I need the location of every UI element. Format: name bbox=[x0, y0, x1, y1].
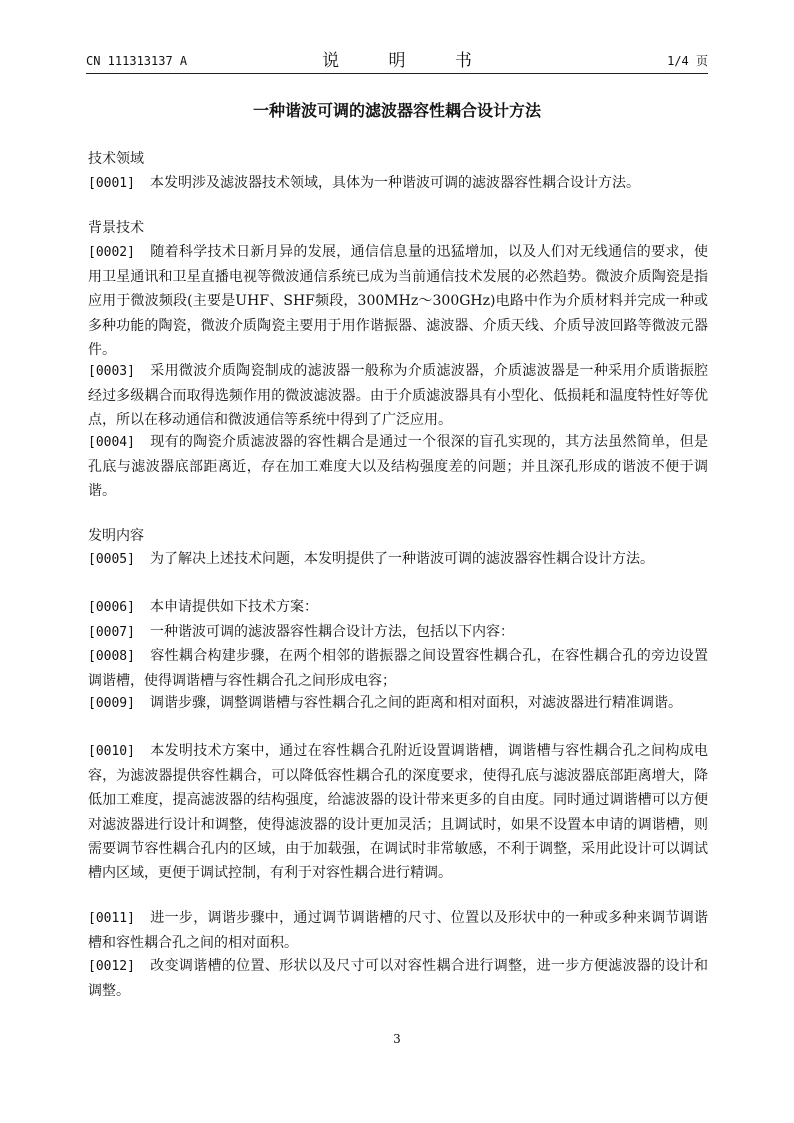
document-type-label: 说 明 书 bbox=[322, 51, 494, 71]
paragraph-number: [0001] bbox=[88, 176, 135, 191]
paragraph-number: [0010] bbox=[88, 744, 135, 759]
paragraph-number: [0006] bbox=[88, 600, 135, 615]
page-number: 3 bbox=[393, 1032, 401, 1046]
paragraph-text: 为了解决上述技术问题，本发明提供了一种谐波可调的滤波器容性耦合设计方法。 bbox=[150, 551, 654, 567]
paragraph-number: [0005] bbox=[88, 552, 135, 567]
header-divider bbox=[86, 73, 708, 74]
paragraph-text: 容性耦合构建步骤，在两个相邻的谐振器之间设置容性耦合孔，在容性耦合孔的旁边设置调谐槽，使得调谐槽与容性耦合孔之间形成电容； bbox=[88, 648, 708, 690]
paragraph-text: 采用微波介质陶瓷制成的滤波器一般称为介质滤波器，介质滤波器是一种采用介质谐振腔经过多级耦合而取得选频作用的微波滤波器。由于介质滤波器具有小型化、低损耗和温度特性好等优点，所以在移动通信和微波通信等系统中得到了广泛应用。 bbox=[88, 363, 708, 429]
paragraph-0002 bbox=[88, 240, 708, 362]
document-title: 一种谐波可调的滤波器容性耦合设计方法 bbox=[252, 101, 541, 120]
paragraph-0011 bbox=[88, 906, 708, 955]
patent-number: CN 111313137 A bbox=[86, 54, 188, 68]
paragraph-0009 bbox=[88, 691, 708, 716]
paragraph-text: 一种谐波可调的滤波器容性耦合设计方法，包括以下内容： bbox=[150, 624, 514, 640]
paragraph-0005 bbox=[88, 547, 708, 572]
paragraph-0006 bbox=[88, 595, 708, 620]
paragraph-number: [0004] bbox=[88, 435, 135, 450]
paragraph-text: 现有的陶瓷介质滤波器的容性耦合是通过一个很深的盲孔实现的，其方法虽然简单，但是孔底与滤波器底部距离近，存在加工难度大以及结构强度差的问题；并且深孔形成的谐波不便于调谐。 bbox=[88, 434, 708, 500]
paragraph-text: 本发明涉及滤波器技术领域，具体为一种谐波可调的滤波器容性耦合设计方法。 bbox=[150, 175, 640, 191]
paragraph-0010 bbox=[88, 739, 708, 885]
paragraph-0007 bbox=[88, 620, 708, 645]
section-heading-background: 背景技术 bbox=[88, 220, 144, 236]
paragraph-text: 本申请提供如下技术方案： bbox=[150, 599, 318, 615]
paragraph-number: [0012] bbox=[88, 959, 135, 974]
paragraph-number: [0009] bbox=[88, 696, 135, 711]
paragraph-text: 本发明技术方案中，通过在容性耦合孔附近设置调谐槽，调谐槽与容性耦合孔之间构成电容，为滤波器提供容性耦合，可以降低容性耦合孔的深度要求，使得孔底与滤波器底部距离增大，降低加工难度，提高滤波器的结构强度，给滤波器的设计带来更多的自由度。同时通过调谐槽可以方便对滤波器进行设计和调整，使得滤波器的设计更加灵活；且调试时，如果不设置本申请的调谐槽，则需要调节容性耦合孔内的区域，由于加载强，在调试时非常敏感，不利于调整，采用此设计可以调试槽内区域，更便于调试控制，有利于对容性耦合进行精调。 bbox=[88, 743, 708, 882]
paragraph-0012 bbox=[88, 954, 708, 1003]
paragraph-number: [0003] bbox=[88, 364, 135, 379]
paragraph-0003 bbox=[88, 359, 708, 433]
paragraph-text: 调谐步骤，调整调谐槽与容性耦合孔之间的距离和相对面积，对滤波器进行精准调谐。 bbox=[150, 695, 682, 711]
paragraph-number: [0008] bbox=[88, 649, 135, 664]
paragraph-number: [0002] bbox=[88, 245, 135, 260]
paragraph-number: [0007] bbox=[88, 625, 135, 640]
page-info: 1/4 页 bbox=[667, 54, 708, 68]
paragraph-text: 改变调谐槽的位置、形状以及尺寸可以对容性耦合进行调整，进一步方便滤波器的设计和调整。 bbox=[88, 958, 708, 1000]
paragraph-text: 进一步，调谐步骤中，通过调节调谐槽的尺寸、位置以及形状中的一种或多种来调节调谐槽和容性耦合孔之间的相对面积。 bbox=[88, 910, 708, 952]
paragraph-number: [0011] bbox=[88, 911, 135, 926]
page-header bbox=[86, 44, 708, 74]
paragraph-0004 bbox=[88, 430, 708, 504]
paragraph-0001 bbox=[88, 171, 708, 196]
section-heading-technical-field: 技术领域 bbox=[88, 151, 144, 167]
paragraph-0008 bbox=[88, 644, 708, 693]
section-heading-summary: 发明内容 bbox=[88, 528, 144, 544]
paragraph-text: 随着科学技术日新月异的发展，通信信息量的迅猛增加，以及人们对无线通信的要求，使用卫星通讯和卫星直播电视等微波通信系统已成为当前通信技术发展的必然趋势。微波介质陶瓷是指应用于微波频段(主要是UHF、SHF频段，300MHz～300GHz)电路中作为介质材料并完成一种或多种功能的陶瓷，微波介质陶瓷主要用于用作谐振器、滤波器、介质天线、介质导波回路等微波元器件。 bbox=[88, 244, 708, 358]
